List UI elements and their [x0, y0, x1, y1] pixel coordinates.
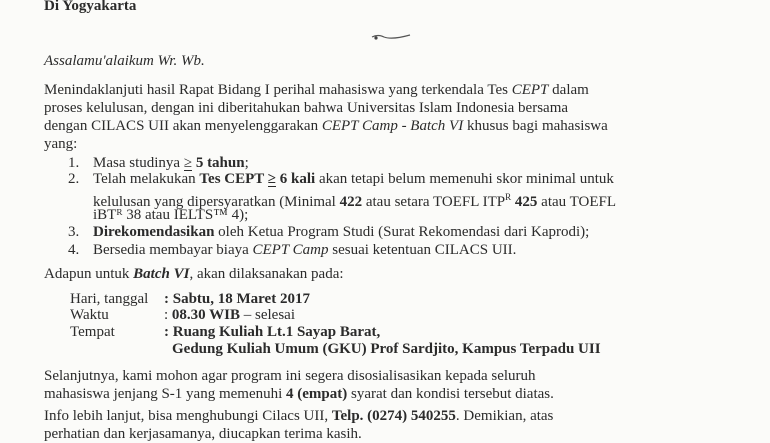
- phone-number: Telp. (0274) 540255: [331, 408, 456, 424]
- pen-mark: [370, 28, 412, 42]
- colon: :: [164, 307, 172, 323]
- req-text: atau setara TOEFL ITP: [362, 194, 506, 210]
- list-number: 1.: [68, 155, 80, 171]
- req-text: Telah melakukan: [93, 171, 200, 187]
- time-bold: 08.30 WIB: [171, 307, 240, 323]
- schedule-value: [164, 306, 295, 324]
- schedule-label: Waktu: [70, 307, 109, 323]
- req-text: atau TOEFL: [537, 194, 617, 210]
- text: . Demikian, atas: [455, 408, 554, 424]
- list-number: 3.: [68, 224, 80, 240]
- requirement-2: [68, 170, 614, 188]
- count-bold: 4 (empat): [286, 386, 348, 402]
- requirement-2-line-1: [93, 170, 614, 188]
- text: syarat dan kondisi tersebut diatas.: [347, 386, 554, 402]
- time-rest: – selesai: [240, 307, 295, 323]
- text: , akan dilaksanakan pada:: [189, 266, 344, 282]
- score-422: 422: [339, 194, 363, 210]
- intro-line-1: [44, 81, 589, 99]
- text: Adapun untuk: [44, 266, 134, 282]
- req-text: Bersedia membayar biaya: [93, 242, 253, 258]
- req-bold: 6 kali: [276, 171, 316, 187]
- closing-line-1: Selanjutnya, kami mohon agar program ini segera disosialisasikan kepada seluruh: [44, 368, 536, 384]
- intro-line-4: yang:: [44, 136, 78, 152]
- requirement-2-line-3: iBTᴿ 38 atau IELTS™ 4);: [93, 207, 249, 223]
- req-text: sesuai ketentuan CILACS UII.: [328, 242, 517, 258]
- intro-text: khusus bagi mahasiswa: [463, 118, 608, 134]
- intro-text: dalam: [548, 82, 589, 98]
- req-text: Masa studinya: [93, 155, 184, 171]
- req-bold: 5 tahun: [192, 155, 245, 171]
- intro-line-3: [44, 117, 608, 135]
- intro-cept: CEPT: [511, 82, 549, 98]
- list-number: 4.: [68, 242, 80, 258]
- req-italic: CEPT Camp: [252, 242, 329, 258]
- greeting: Assalamu'alaikum Wr. Wb.: [44, 53, 205, 69]
- registered-mark: R: [505, 192, 512, 202]
- schedule-place-line-2: Gedung Kuliah Umum (GKU) Prof Sardjito, Kampus Terpadu UII: [172, 341, 601, 357]
- text: Info lebih lanjut, bisa menghubungi Cilacs UII,: [44, 408, 332, 424]
- intro-cept-camp: CEPT Camp - Batch VI: [321, 118, 464, 134]
- req-bold: Direkomendasikan: [93, 224, 215, 240]
- req-text: akan tetapi belum memenuhi skor minimal untuk: [315, 171, 614, 187]
- text: mahasiswa jenjang S-1 yang memenuhi: [44, 386, 287, 402]
- location-heading: Di Yogyakarta: [44, 0, 137, 14]
- requirement-3-text: [93, 223, 589, 241]
- ge-symbol: ≥: [183, 155, 193, 171]
- intro-line-2: proses kelulusan, dengan ini diberitahukan bahwa Universitas Islam Indonesia bersama: [44, 100, 569, 116]
- req-bold: Tes CEPT: [199, 171, 268, 187]
- schedule-value: : Sabtu, 18 Maret 2017: [164, 291, 310, 307]
- closing-line-2: [44, 385, 554, 403]
- schedule-label: Tempat: [70, 324, 115, 340]
- intro-text: dengan CILACS UII akan menyelenggarakan: [44, 118, 322, 134]
- requirement-4: [68, 241, 517, 259]
- requirement-4-text: [93, 241, 516, 259]
- batch-label: Batch VI: [133, 266, 190, 282]
- requirement-3: [68, 223, 590, 241]
- req-text: oleh Ketua Program Studi (Surat Rekomendasi dari Kaprodi);: [214, 224, 590, 240]
- ge-symbol: ≥: [267, 171, 276, 187]
- schedule-label: Hari, tanggal: [70, 291, 149, 307]
- schedule-value: : Ruang Kuliah Lt.1 Sayap Barat,: [164, 324, 381, 340]
- score-425: 425: [511, 194, 538, 210]
- list-number: 2.: [68, 171, 80, 187]
- closing-line-4: perhatian dan kerjasamanya, diucapkan terima kasih.: [44, 426, 362, 442]
- closing-line-3: [44, 407, 553, 425]
- req-text: ;: [244, 155, 249, 171]
- schedule-intro: [44, 265, 344, 283]
- intro-text: Menindaklanjuti hasil Rapat Bidang I perihal mahasiswa yang terkendala Tes: [44, 82, 512, 98]
- req-text: kelulusan yang dipersyaratkan (Minimal: [93, 194, 340, 210]
